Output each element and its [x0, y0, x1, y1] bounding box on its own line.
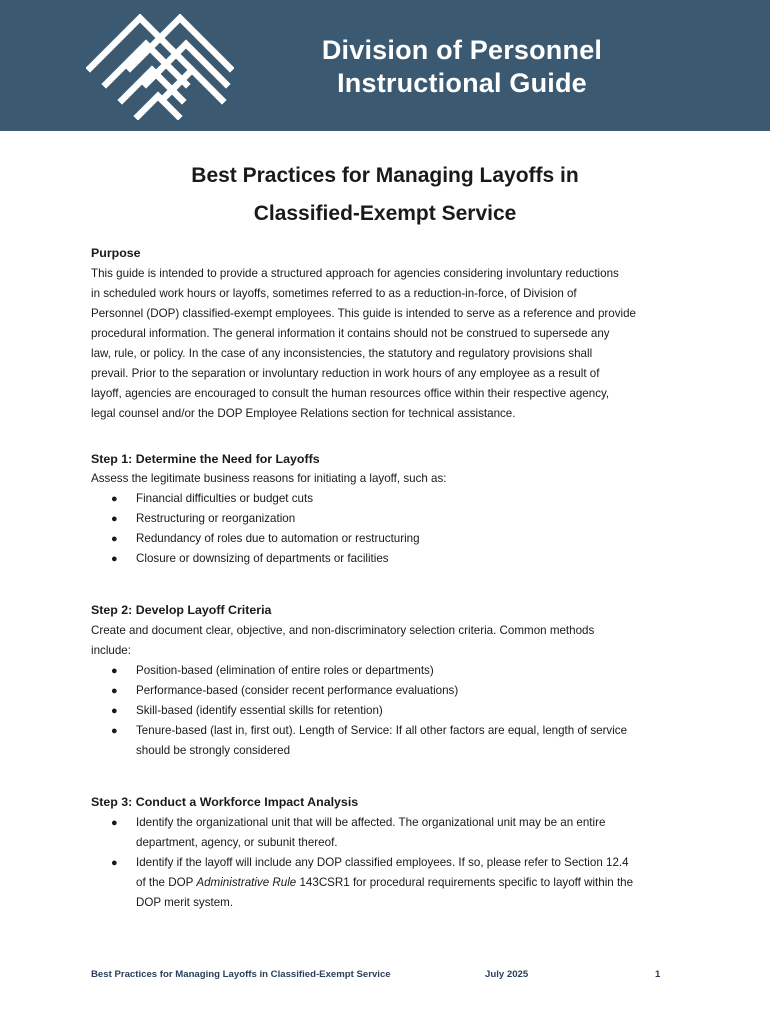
list-item-text — [136, 873, 691, 893]
step2-intro — [91, 621, 691, 661]
list-item — [111, 489, 691, 509]
step1-intro — [91, 469, 691, 489]
paragraph-line: Assess the legitimate business reasons for initiating a layoff, such as: — [91, 472, 447, 485]
banner-title — [262, 34, 662, 100]
purpose-paragraph — [91, 264, 691, 424]
bullet-icon: ● — [111, 553, 118, 565]
list-item-text: Identify if the layoff will include any DOP classified employees. If so, please refer to Section 12.4 — [136, 856, 629, 869]
list-item-text: Position-based (elimination of entire roles or departments) — [136, 664, 434, 677]
banner-title-line: Instructional Guide — [337, 68, 587, 98]
bullet-icon: ● — [111, 513, 118, 525]
list-item-text: Closure or downsizing of departments or facilities — [136, 552, 389, 565]
paragraph-line: prevail. Prior to the separation or involuntary reduction in work hours of any employee as a result of — [91, 367, 600, 380]
list-item-text: Performance-based (consider recent performance evaluations) — [136, 684, 459, 697]
bullet-icon: ● — [111, 857, 118, 869]
bullet-icon: ● — [111, 665, 118, 677]
bullet-icon: ● — [111, 817, 118, 829]
step3-heading: Step 3: Conduct a Workforce Impact Analysis — [91, 795, 359, 809]
footer-page-number: 1 — [655, 969, 661, 980]
purpose-heading: Purpose — [91, 246, 141, 260]
list-item — [111, 549, 691, 569]
paragraph-line: This guide is intended to provide a structured approach for agencies considering involuntary reductions — [91, 267, 619, 280]
list-item-text: Skill-based (identify essential skills for retention) — [136, 704, 383, 717]
text-span: 143CSR1 for procedural requirements specific to layoff within the — [296, 876, 634, 889]
bullet-icon: ● — [111, 685, 118, 697]
list-item — [111, 721, 691, 761]
list-item-text: Redundancy of roles due to automation or restructuring — [136, 532, 420, 545]
paragraph-line: law, rule, or policy. In the case of any inconsistencies, the statutory and regulatory provisions shall — [91, 347, 593, 360]
list-item-text: Tenure-based (last in, first out). Length of Service: If all other factors are equal, length of service — [136, 724, 628, 737]
document-title — [0, 157, 770, 233]
step2-bullet-list — [111, 661, 691, 761]
list-item — [111, 813, 691, 853]
paragraph-line: Personnel (DOP) classified-exempt employees. This guide is intended to serve as a reference and provide — [91, 307, 636, 320]
chevron-stack-logo-icon — [86, 14, 234, 120]
bullet-icon: ● — [111, 725, 118, 737]
paragraph-line: include: — [91, 644, 131, 657]
paragraph-line: Create and document clear, objective, and non-discriminatory selection criteria. Common methods — [91, 624, 595, 637]
list-item-text: Financial difficulties or budget cuts — [136, 492, 314, 505]
rule-name-emphasis: Administrative Rule — [196, 876, 297, 889]
step1-heading: Step 1: Determine the Need for Layoffs — [91, 452, 320, 466]
list-item — [111, 701, 691, 721]
bullet-icon: ● — [111, 493, 118, 505]
list-item-text: Identify the organizational unit that will be affected. The organizational unit may be an entire — [136, 816, 606, 829]
footer-document-name: Best Practices for Managing Layoffs in Classified-Exempt Service — [91, 969, 391, 980]
list-item-text: should be strongly considered — [136, 744, 291, 757]
bullet-icon: ● — [111, 705, 118, 717]
paragraph-line: layoff, agencies are encouraged to consult the human resources office within their respective agency, — [91, 387, 610, 400]
list-item — [111, 681, 691, 701]
list-item — [111, 529, 691, 549]
paragraph-line: in scheduled work hours or layoffs, sometimes referred to as a reduction-in-force, of Division of — [91, 287, 577, 300]
document-title-line: Classified-Exempt Service — [253, 202, 517, 225]
bullet-icon: ● — [111, 533, 118, 545]
step1-bullet-list — [111, 489, 691, 569]
list-item — [111, 853, 691, 913]
list-item — [111, 661, 691, 681]
banner-title-line: Division of Personnel — [321, 35, 603, 65]
list-item-text: department, agency, or subunit thereof. — [136, 836, 338, 849]
paragraph-line: legal counsel and/or the DOP Employee Relations section for technical assistance. — [91, 407, 516, 420]
text-span: of the DOP — [136, 876, 197, 889]
document-title-line: Best Practices for Managing Layoffs in — [191, 164, 579, 187]
list-item-text: DOP merit system. — [136, 896, 234, 909]
header-banner — [0, 0, 770, 131]
footer-date: July 2025 — [485, 969, 529, 980]
list-item-text: Restructuring or reorganization — [136, 512, 296, 525]
step2-heading: Step 2: Develop Layoff Criteria — [91, 603, 272, 617]
paragraph-line: procedural information. The general information it contains should not be construed to supersede any — [91, 327, 610, 340]
list-item — [111, 509, 691, 529]
step3-bullet-list — [111, 813, 691, 913]
